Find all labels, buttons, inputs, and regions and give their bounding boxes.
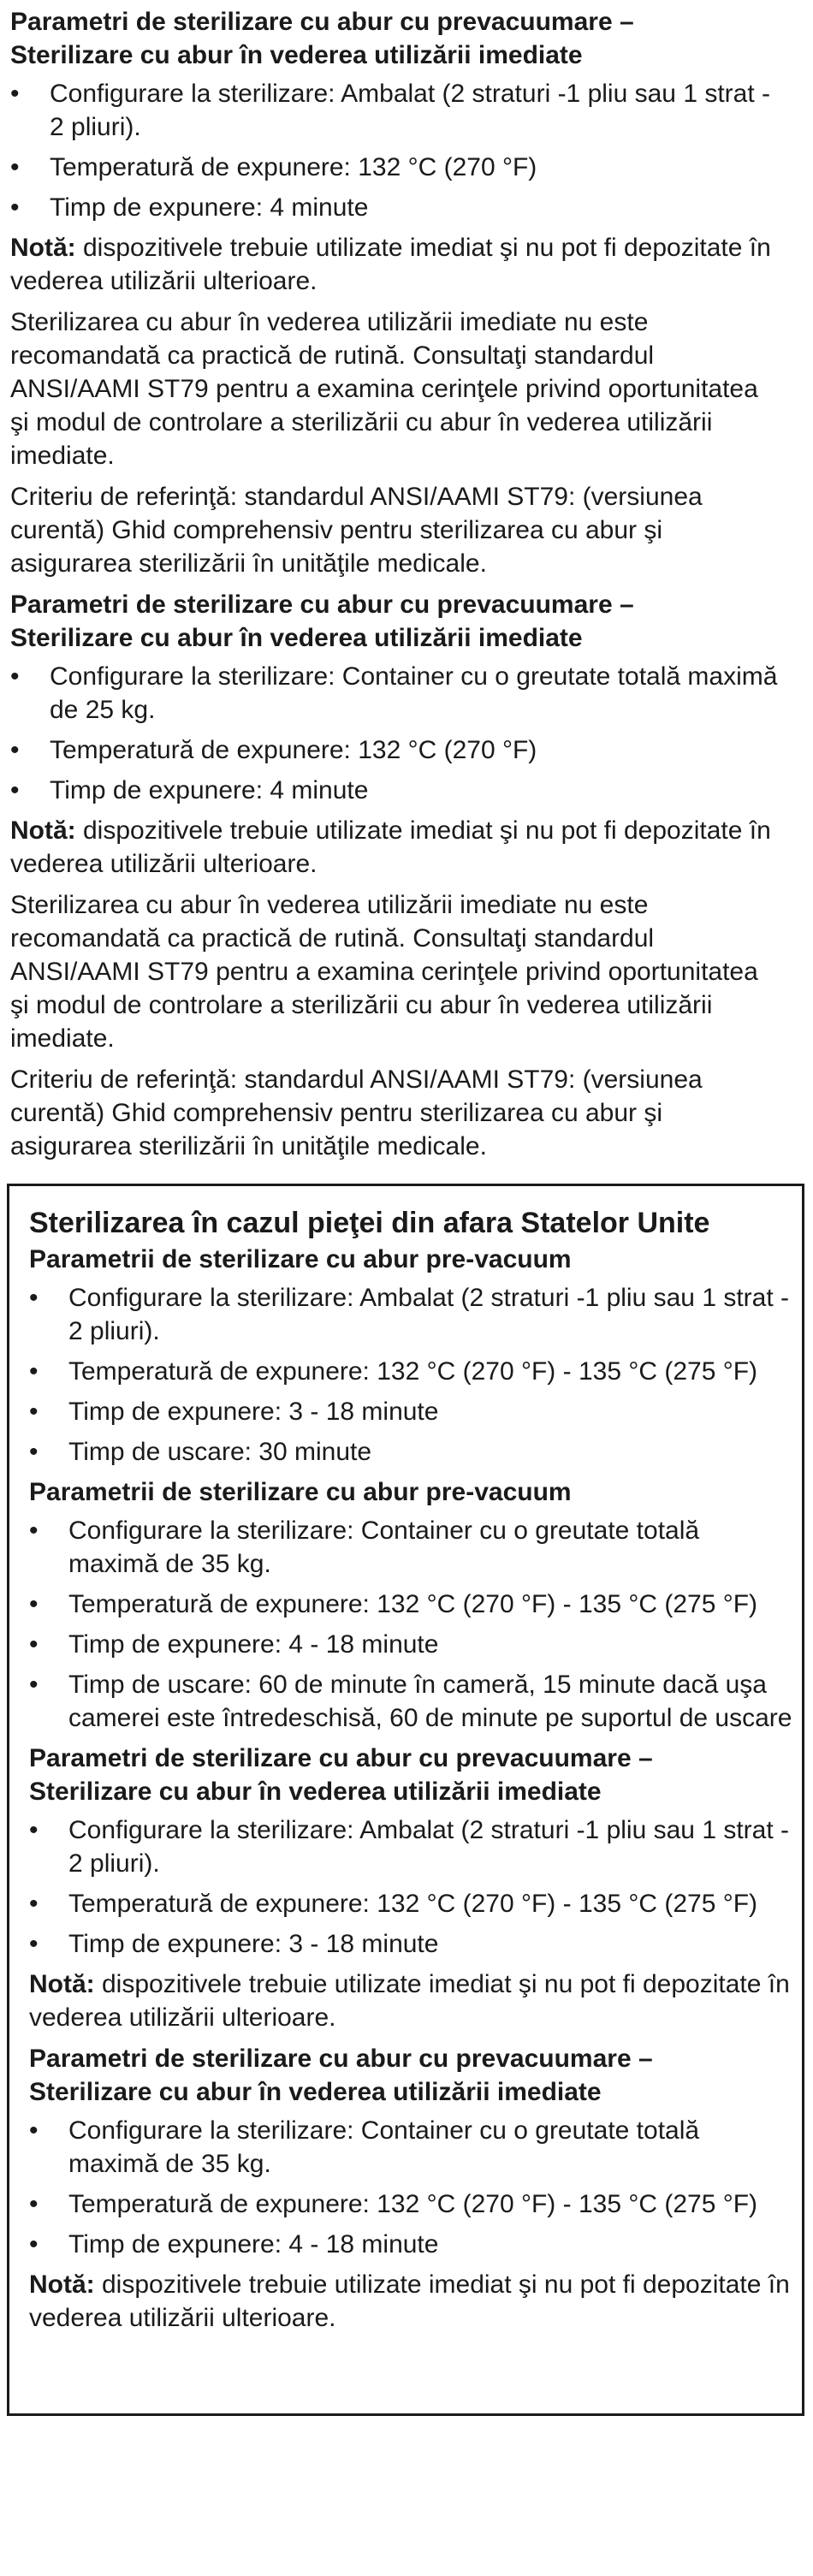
section-title	[10, 5, 780, 72]
list-item: • Configurare la sterilizare: Container cu o greutate totală maximă de 35 kg.	[29, 1514, 792, 1581]
list-item: • Temperatură de expunere: 132 °C (270 °F)	[10, 151, 780, 184]
parameter-list	[10, 77, 780, 224]
recommendation-paragraph: Sterilizarea cu abur în vederea utilizării imediate nu este recomandată ca practică de rutină. Consultaţi standardul ANSI/AAMI ST79 pentru a examina cerinţele privind oportunitatea şi modul de controlare a sterilizării cu abur în vederea utilizării imediate.	[10, 308, 758, 470]
section-title-line2: Sterilizare cu abur în vederea utilizării imediate	[10, 41, 583, 69]
note-paragraph	[29, 1968, 792, 2034]
list-item: • Configurare la sterilizare: Container cu o greutate totală maximă de 35 kg.	[29, 2114, 792, 2181]
list-item: • Timp de expunere: 3 - 18 minute	[29, 1927, 792, 1961]
note-text: dispozitivele trebuie utilizate imediat şi nu pot fi depozitate în vederea utilizării ulterioare.	[10, 816, 771, 878]
bullet-glyph: •	[10, 776, 20, 804]
reference-paragraph: Criteriu de referinţă: standardul ANSI/AAMI ST79: (versiunea curentă) Ghid comprehensiv pentru sterilizarea cu abur şi asigurarea sterilizării în unităţile medicale.	[10, 1065, 703, 1160]
note-paragraph	[10, 814, 780, 881]
section-title	[10, 588, 780, 655]
list-item: • Configurare la sterilizare: Container cu o greutate totală maximă de 25 kg.	[10, 660, 780, 727]
bullet-glyph: •	[29, 1398, 39, 1426]
box-content	[29, 1205, 792, 2342]
recommendation-paragraph: Sterilizarea cu abur în vederea utilizării imediate nu este recomandată ca practică de rutină. Consultaţi standardul ANSI/AAMI ST79 pentru a examina cerinţele privind oportunitatea şi modul de controlare a sterilizării cu abur în vederea utilizării imediate.	[10, 891, 758, 1053]
section-immediate-use-container	[10, 588, 780, 1163]
section-title-line1: Parametri de sterilizare cu abur cu prevacuumare –	[10, 8, 634, 36]
bullet-glyph: •	[10, 193, 20, 222]
bullet-glyph: •	[10, 80, 20, 108]
bullet-glyph: •	[29, 2230, 39, 2258]
reference-paragraph: Criteriu de referinţă: standardul ANSI/AAMI ST79: (versiunea curentă) Ghid comprehensiv pentru sterilizarea cu abur şi asigurarea sterilizării în unităţile medicale.	[10, 483, 703, 578]
note-text: dispozitivele trebuie utilizate imediat şi nu pot fi depozitate în vederea utilizării ulterioare.	[29, 1970, 790, 2032]
section-title-line1: Parametri de sterilizare cu abur cu prevacuumare –	[29, 1744, 653, 1772]
list-item: • Timp de uscare: 60 de minute în cameră, 15 minute dacă uşa camerei este întredeschisă, 60 de minute pe suportul de uscare	[29, 1668, 792, 1735]
note-label: Notă:	[29, 1970, 95, 1998]
box-section-immediate-use-container	[29, 2042, 792, 2335]
bullet-glyph: •	[10, 736, 20, 764]
bullet-glyph: •	[29, 1930, 39, 1958]
note-label: Notă:	[29, 2270, 95, 2299]
note-text: dispozitivele trebuie utilizate imediat şi nu pot fi depozitate în vederea utilizării ulterioare.	[10, 234, 771, 295]
note-text: dispozitivele trebuie utilizate imediat şi nu pot fi depozitate în vederea utilizării ulterioare.	[29, 2270, 790, 2332]
list-item: • Timp de expunere: 4 minute	[10, 191, 780, 224]
bullet-glyph: •	[10, 662, 20, 691]
section-immediate-use-wrapped	[10, 5, 780, 580]
list-item: • Configurare la sterilizare: Ambalat (2 straturi -1 pliu sau 1 strat - 2 pliuri).	[10, 77, 780, 144]
note-label: Notă:	[10, 234, 76, 262]
bullet-glyph: •	[29, 2116, 39, 2145]
list-item: • Temperatură de expunere: 132 °C (270 °F) - 135 °C (275 °F)	[29, 1588, 792, 1621]
bullet-glyph: •	[29, 1890, 39, 1918]
section-title-line2: Sterilizare cu abur în vederea utilizării imediate	[29, 2078, 602, 2106]
parameter-list	[29, 2114, 792, 2261]
bullet-glyph: •	[29, 1517, 39, 1545]
section-title-line1: Parametri de sterilizare cu abur cu prevacuumare –	[29, 2045, 653, 2073]
bullet-glyph: •	[29, 1284, 39, 1312]
section-title: Parametrii de sterilizare cu abur pre-vacuum	[29, 1478, 572, 1506]
box-title: Sterilizarea în cazul pieţei din afara Statelor Unite	[29, 1207, 710, 1239]
list-item: • Temperatură de expunere: 132 °C (270 °F) - 135 °C (275 °F)	[29, 1887, 792, 1920]
bullet-glyph: •	[29, 1438, 39, 1466]
note-paragraph	[29, 2268, 792, 2335]
bullet-glyph: •	[29, 1590, 39, 1618]
section-title-line2: Sterilizare cu abur în vederea utilizării imediate	[29, 1778, 602, 1806]
note-paragraph	[10, 231, 780, 298]
section-title: Parametrii de sterilizare cu abur pre-vacuum	[29, 1245, 572, 1273]
section-title-line1: Parametri de sterilizare cu abur cu prevacuumare –	[10, 591, 634, 619]
list-item: • Temperatură de expunere: 132 °C (270 °F) - 135 °C (275 °F)	[29, 2187, 792, 2221]
parameter-list	[29, 1813, 792, 1961]
note-label: Notă:	[10, 816, 76, 845]
list-item: • Timp de expunere: 4 - 18 minute	[29, 1628, 792, 1661]
section-title-line2: Sterilizare cu abur în vederea utilizării imediate	[10, 624, 583, 652]
bullet-glyph: •	[29, 1816, 39, 1844]
non-us-sterilization-box	[7, 1184, 804, 2416]
parameter-list	[10, 660, 780, 807]
bullet-glyph: •	[29, 1357, 39, 1386]
list-item: • Configurare la sterilizare: Ambalat (2 straturi -1 pliu sau 1 strat - 2 pliuri).	[29, 1813, 792, 1880]
list-item: • Timp de uscare: 30 minute	[29, 1435, 792, 1469]
list-item: • Timp de expunere: 4 minute	[10, 774, 780, 807]
list-item: • Configurare la sterilizare: Ambalat (2 straturi -1 pliu sau 1 strat - 2 pliuri).	[29, 1281, 792, 1348]
section-title	[29, 2042, 792, 2109]
box-section-immediate-use-wrapped	[29, 1742, 792, 2034]
bullet-glyph: •	[29, 1671, 39, 1699]
parameter-list	[29, 1514, 792, 1735]
section-title	[29, 1742, 792, 1808]
list-item: • Timp de expunere: 3 - 18 minute	[29, 1395, 792, 1428]
parameter-list	[29, 1281, 792, 1469]
box-section-prevacuum-container	[29, 1475, 792, 1735]
bullet-glyph: •	[29, 1630, 39, 1659]
document-page	[10, 5, 780, 1171]
list-item: • Timp de expunere: 4 - 18 minute	[29, 2228, 792, 2261]
bullet-glyph: •	[29, 2190, 39, 2218]
list-item: • Temperatură de expunere: 132 °C (270 °F) - 135 °C (275 °F)	[29, 1355, 792, 1388]
box-section-prevacuum-wrapped	[29, 1243, 792, 1469]
bullet-glyph: •	[10, 153, 20, 181]
list-item: • Temperatură de expunere: 132 °C (270 °F)	[10, 733, 780, 767]
